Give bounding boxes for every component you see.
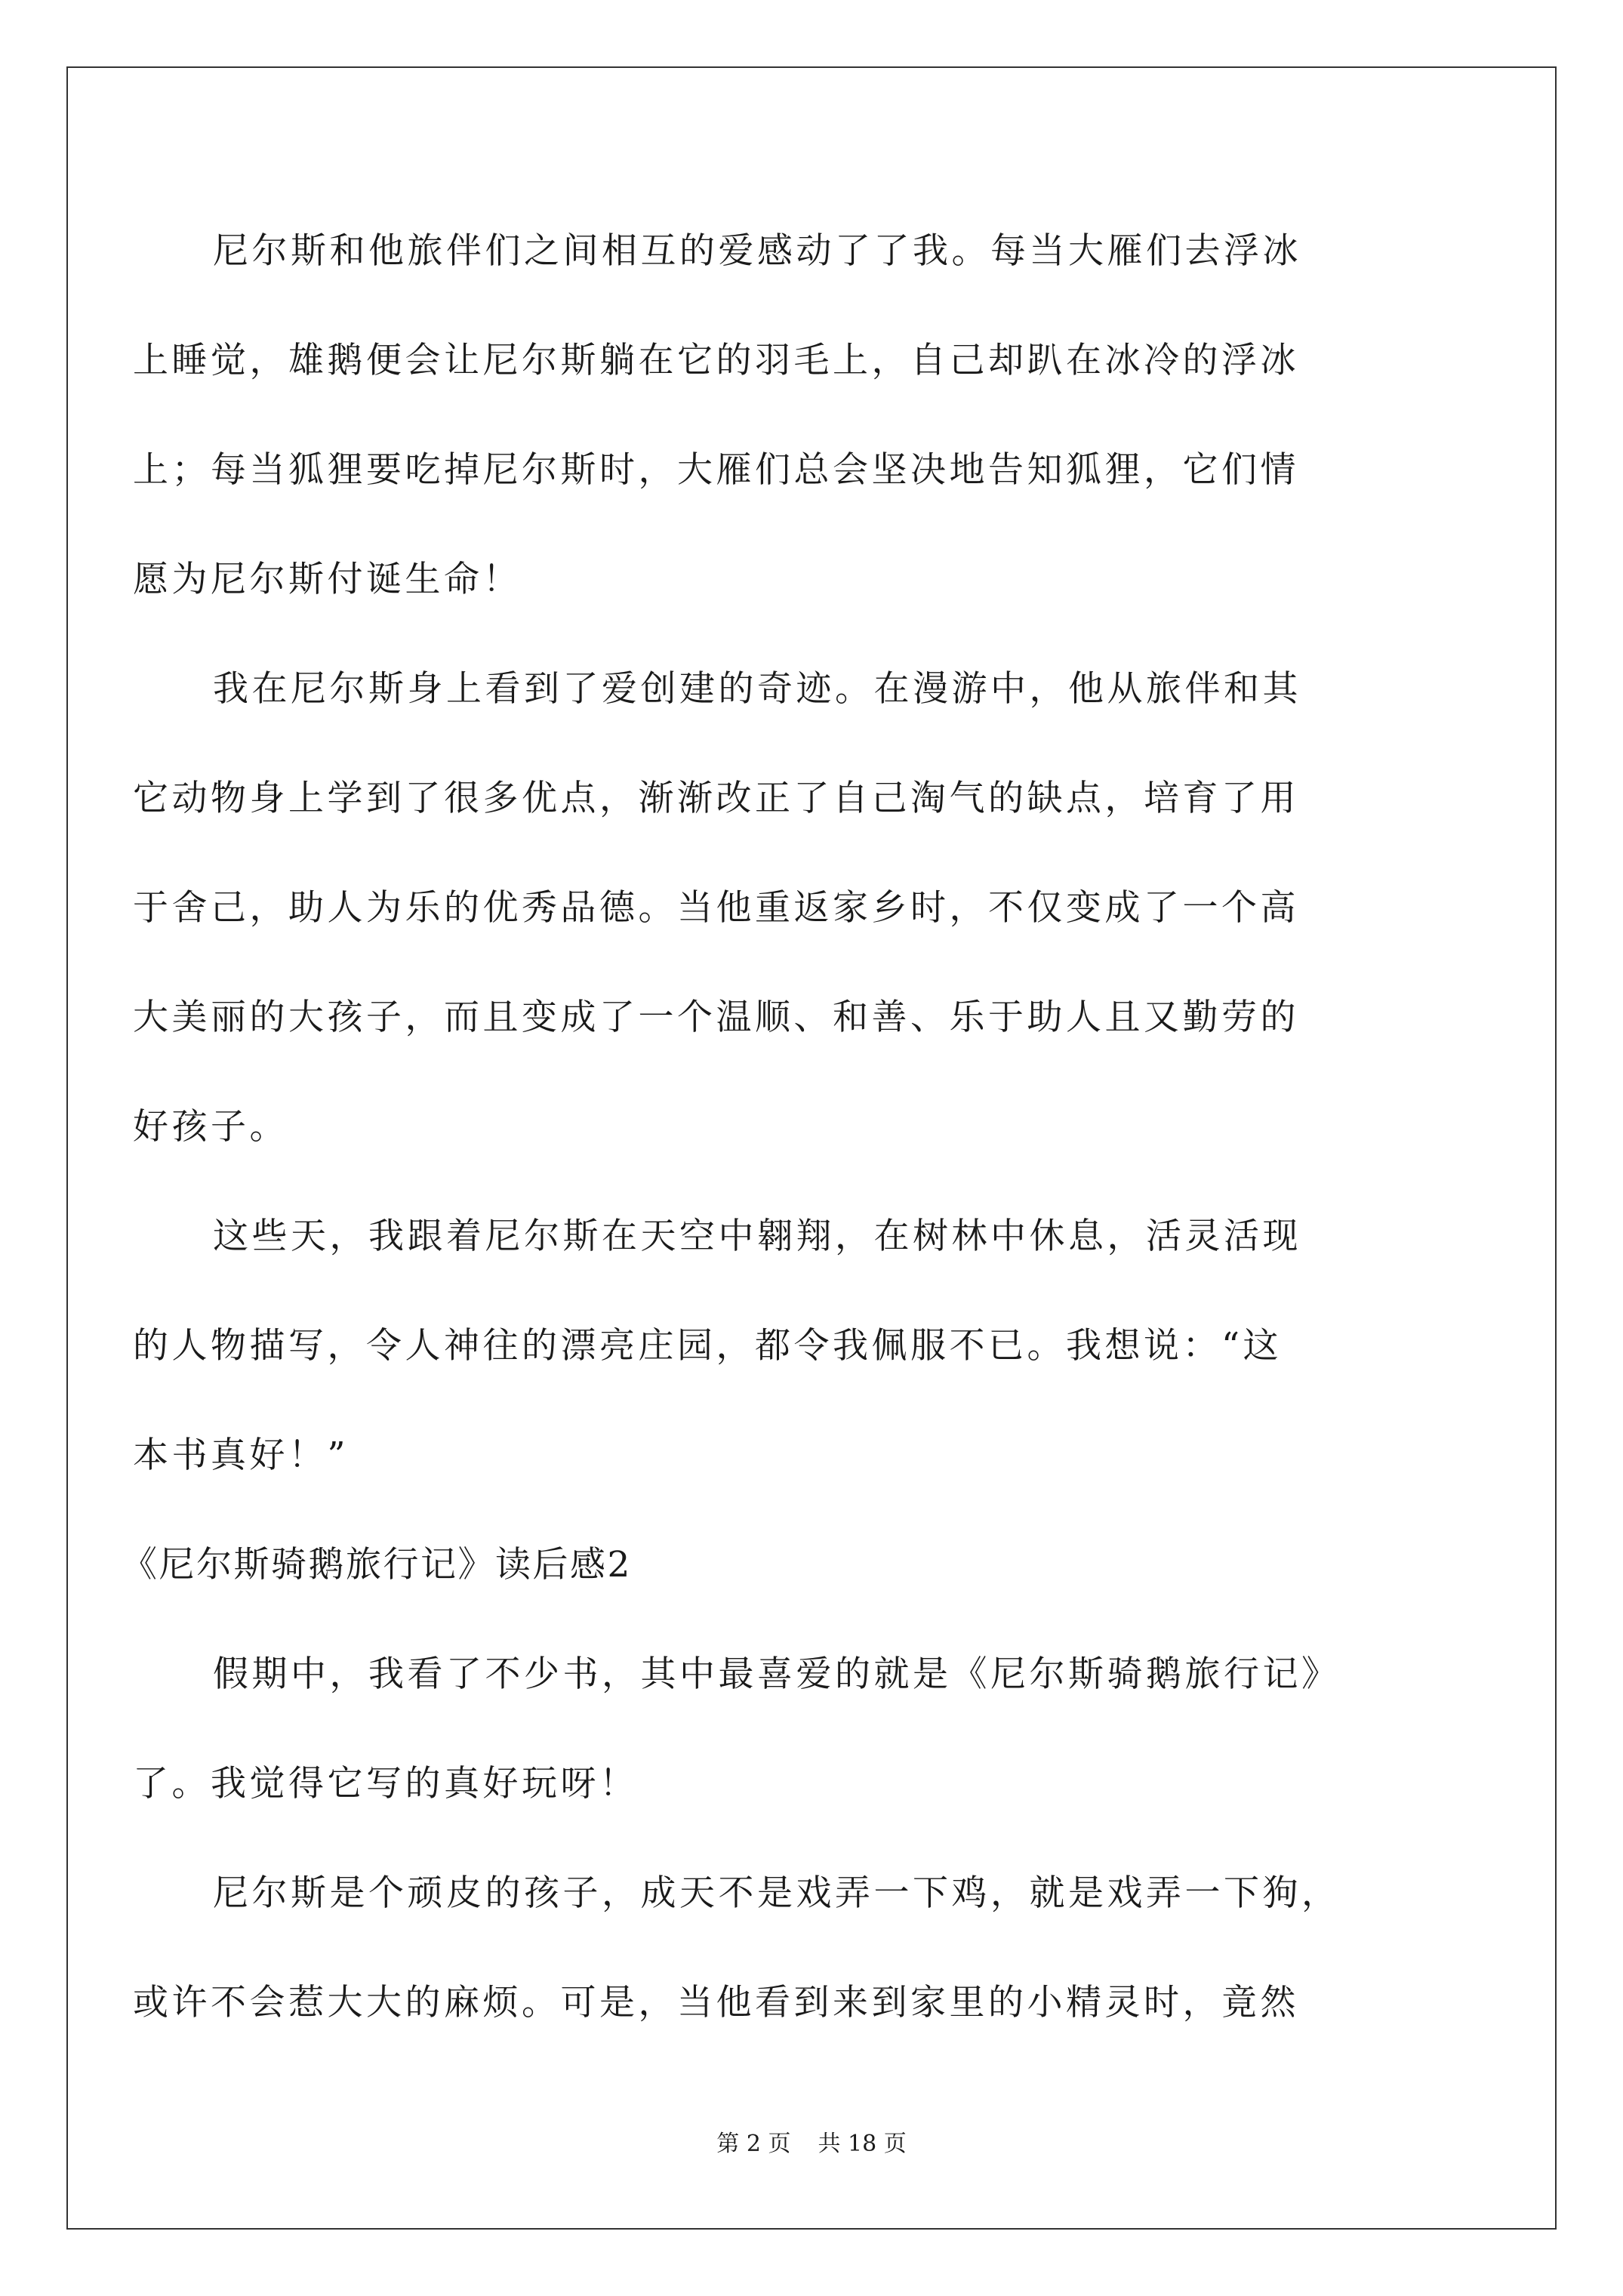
paragraph-5-line-1: 尼尔斯是个顽皮的孩子，成天不是戏弄一下鸡，就是戏弄一下狗，	[213, 1872, 1341, 1914]
paragraph-2-line-4: 大美丽的大孩子，而且变成了一个温顺、和善、乐于助人且又勤劳的	[133, 997, 1299, 1038]
paragraph-4-line-2: 了。我觉得它写的真好玩呀！	[133, 1763, 639, 1804]
page-total: 共 18 页	[818, 2131, 907, 2157]
paragraph-1-line-1: 尼尔斯和他旅伴们之间相互的爱感动了了我。每当大雁们去浮冰	[213, 230, 1301, 272]
paragraph-3-line-2: 的人物描写，令人神往的漂亮庄园，都令我佩服不已。我想说：“这	[133, 1325, 1283, 1367]
page-number: 第 2 页	[716, 2131, 791, 2157]
paragraph-2-line-2: 它动物身上学到了很多优点，渐渐改正了自己淘气的缺点，培育了用	[133, 778, 1299, 819]
paragraph-2-line-3: 于舍己，助人为乐的优秀品德。当他重返家乡时，不仅变成了一个高	[133, 887, 1299, 929]
paragraph-5-line-2: 或许不会惹大大的麻烦。可是，当他看到来到家里的小精灵时，竟然	[133, 1982, 1299, 2023]
paragraph-1-line-3: 上；每当狐狸要吃掉尼尔斯时，大雁们总会坚决地告知狐狸，它们情	[133, 449, 1299, 491]
page-footer	[0, 2129, 1623, 2159]
document-body	[122, 196, 1431, 2057]
paragraph-2-line-5: 好孩子。	[133, 1106, 288, 1148]
paragraph-3-line-3: 本书真好！”	[133, 1435, 350, 1476]
paragraph-4-line-1: 假期中，我看了不少书，其中最喜爱的就是《尼尔斯骑鹅旅行记》	[213, 1653, 1341, 1695]
paragraph-1-line-4: 愿为尼尔斯付诞生命！	[133, 559, 522, 600]
paragraph-1-line-2: 上睡觉，雄鹅便会让尼尔斯躺在它的羽毛上，自己却趴在冰冷的浮冰	[133, 340, 1299, 381]
paragraph-3-line-1: 这些天，我跟着尼尔斯在天空中翱翔，在树林中休息，活灵活现	[213, 1216, 1301, 1257]
section-heading: 《尼尔斯骑鹅旅行记》读后感2	[122, 1544, 632, 1586]
paragraph-2-line-1: 我在尼尔斯身上看到了爱创建的奇迹。在漫游中，他从旅伴和其	[213, 668, 1301, 710]
